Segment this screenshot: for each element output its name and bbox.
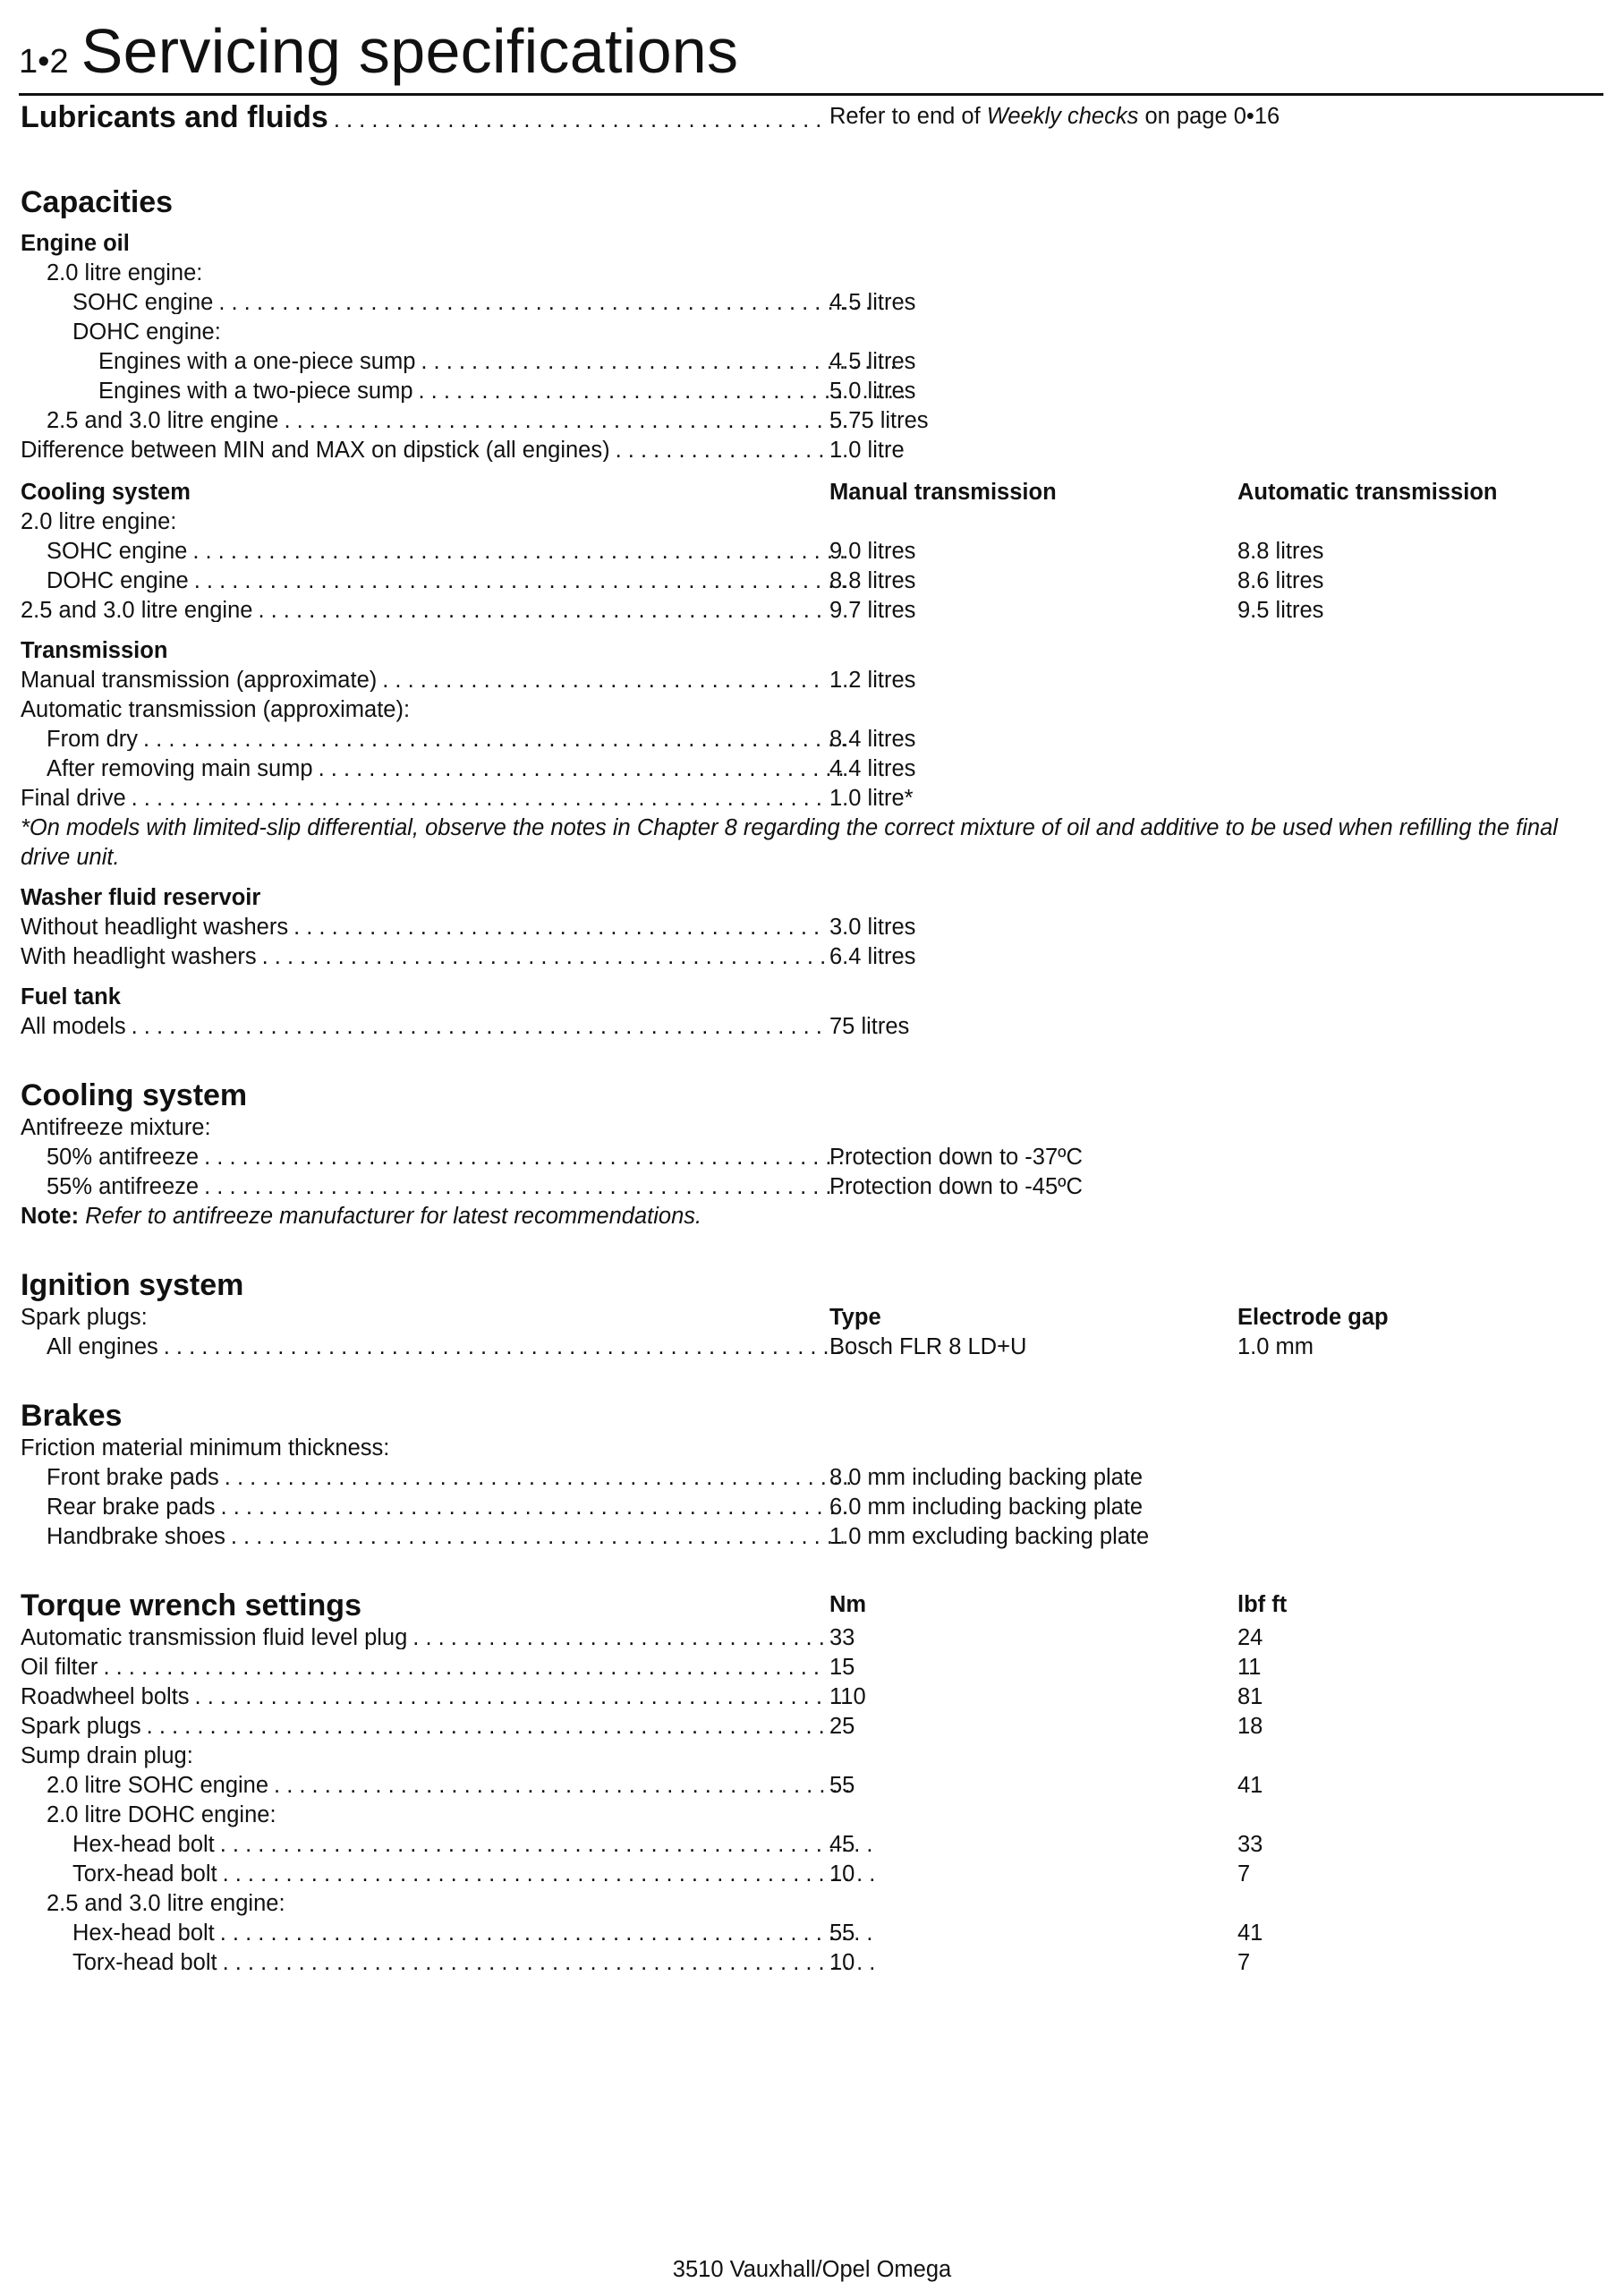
- brakes-row: Friction material minimum thickness:: [21, 1435, 390, 1461]
- engine-oil-heading: Engine oil: [21, 230, 130, 256]
- transmission-row: Final drive . . . 1.0 litre*: [21, 784, 1604, 813]
- torque-header-row: [21, 1588, 1604, 1623]
- torque-row: Sump drain plug:: [21, 1742, 193, 1768]
- column-header: Manual transmission: [829, 479, 1057, 505]
- spec-content: [21, 100, 1604, 1978]
- torque-row: 2.5 and 3.0 litre engine:: [47, 1890, 285, 1916]
- torque-heading: Torque wrench settings: [21, 1588, 361, 1622]
- torque-row: Roadwheel bolts . . . 110 81: [21, 1682, 1604, 1712]
- torque-row: Oil filter . . . 15 11: [21, 1653, 1604, 1682]
- washer-heading: Washer fluid reservoir: [21, 884, 261, 910]
- antifreeze-row: 55% antifreeze . . . Protection down to -45ºC: [21, 1172, 1604, 1202]
- washer-row: Without headlight washers . . . 3.0 litres: [21, 913, 1604, 942]
- ignition-header-row: Spark plugs: Type Electrode gap: [21, 1304, 1389, 1330]
- column-header: Electrode gap: [1237, 1304, 1389, 1330]
- column-header: lbf ft: [1237, 1592, 1288, 1618]
- engine-oil-row: 2.0 litre engine:: [47, 260, 203, 285]
- washer-row: With headlight washers . . . 6.4 litres: [21, 942, 1604, 972]
- torque-row: Hex-head bolt . . . 55 41: [21, 1919, 1604, 1948]
- engine-oil-row: Engines with a one-piece sump . . . 4.5 litres: [21, 347, 1604, 377]
- brakes-heading: Brakes: [21, 1399, 123, 1433]
- torque-row: Spark plugs . . . 25 18: [21, 1712, 1604, 1742]
- column-header: Automatic transmission: [1237, 479, 1498, 505]
- torque-row: 2.0 litre SOHC engine . . . 55 41: [21, 1771, 1604, 1801]
- cooling-capacity-row: 2.5 and 3.0 litre engine . . . 9.7 litres 9.5 litres: [21, 596, 1604, 626]
- torque-row: Torx-head bolt . . . 10 7: [21, 1860, 1604, 1889]
- transmission-row: After removing main sump . . . 4.4 litres: [21, 754, 1604, 784]
- transmission-row: Manual transmission (approximate) . . . 1.2 litres: [21, 666, 1604, 695]
- capacities-heading: Capacities: [21, 185, 174, 219]
- engine-oil-row: DOHC engine:: [72, 319, 221, 345]
- cooling-capacity-row: DOHC engine . . . 8.8 litres 8.6 litres: [21, 566, 1604, 596]
- page-footer: 3510 Vauxhall/Opel Omega: [672, 2257, 952, 2282]
- engine-oil-row: 2.5 and 3.0 litre engine . . . 5.75 litres: [21, 406, 1604, 436]
- antifreeze-note: Note: Refer to antifreeze manufacturer for latest recommendations.: [21, 1203, 702, 1229]
- cooling-capacity-header: Cooling system Manual transmission Automatic transmission: [21, 479, 1498, 505]
- brakes-row: Front brake pads . . . 8.0 mm including backing plate: [21, 1463, 1604, 1493]
- engine-oil-row: SOHC engine . . . 4.5 litres: [21, 288, 1604, 318]
- transmission-row: From dry . . . 8.4 litres: [21, 725, 1604, 754]
- torque-row: 2.0 litre DOHC engine:: [47, 1801, 276, 1827]
- engine-oil-row: Difference between MIN and MAX on dipstick (all engines) . . . 1.0 litre: [21, 436, 1604, 465]
- brakes-row: Handbrake shoes . . . 1.0 mm excluding backing plate: [21, 1522, 1604, 1552]
- ignition-row: All engines . . . Bosch FLR 8 LD+U 1.0 mm: [21, 1333, 1604, 1362]
- fuel-tank-row: All models . . . 75 litres: [21, 1012, 1604, 1042]
- lubricants-value: Refer to end of Weekly checks on page 0•16: [829, 104, 1280, 130]
- cooling-capacity-row: 2.0 litre engine:: [21, 508, 177, 534]
- page-header: [19, 11, 1603, 96]
- page-number: 1•2: [19, 43, 69, 81]
- cooling-capacity-row: SOHC engine . . . 9.0 litres 8.8 litres: [21, 537, 1604, 566]
- final-drive-footnote: *On models with limited-slip differential, observe the notes in Chapter 8 regarding the correct mixture of oil and additive to be used when refilling the final drive unit.: [21, 815, 1558, 870]
- antifreeze-row: 50% antifreeze . . . Protection down to -37ºC: [21, 1143, 1604, 1172]
- engine-oil-row: Engines with a two-piece sump . . . 5.0 litres: [21, 377, 1604, 406]
- transmission-heading: Transmission: [21, 637, 168, 663]
- ignition-heading: Ignition system: [21, 1268, 244, 1302]
- fuel-tank-heading: Fuel tank: [21, 984, 121, 1009]
- lubricants-heading: Lubricants and fluids: [21, 102, 328, 132]
- page-title: Servicing specifications: [81, 16, 739, 86]
- torque-row: Hex-head bolt . . . 45 33: [21, 1830, 1604, 1860]
- brakes-row: Rear brake pads . . . 6.0 mm including backing plate: [21, 1493, 1604, 1522]
- column-header: Type: [829, 1304, 881, 1330]
- torque-row: Torx-head bolt . . . 10 7: [21, 1948, 1604, 1978]
- lubricants-row: [21, 100, 1604, 134]
- torque-table: [21, 1623, 1604, 1978]
- column-header: Nm: [829, 1592, 867, 1618]
- torque-row: Automatic transmission fluid level plug . . . 33 24: [21, 1623, 1604, 1653]
- transmission-row: Automatic transmission (approximate):: [21, 696, 411, 722]
- cooling-system-heading: Cooling system: [21, 1078, 248, 1112]
- antifreeze-row: Antifreeze mixture:: [21, 1114, 211, 1140]
